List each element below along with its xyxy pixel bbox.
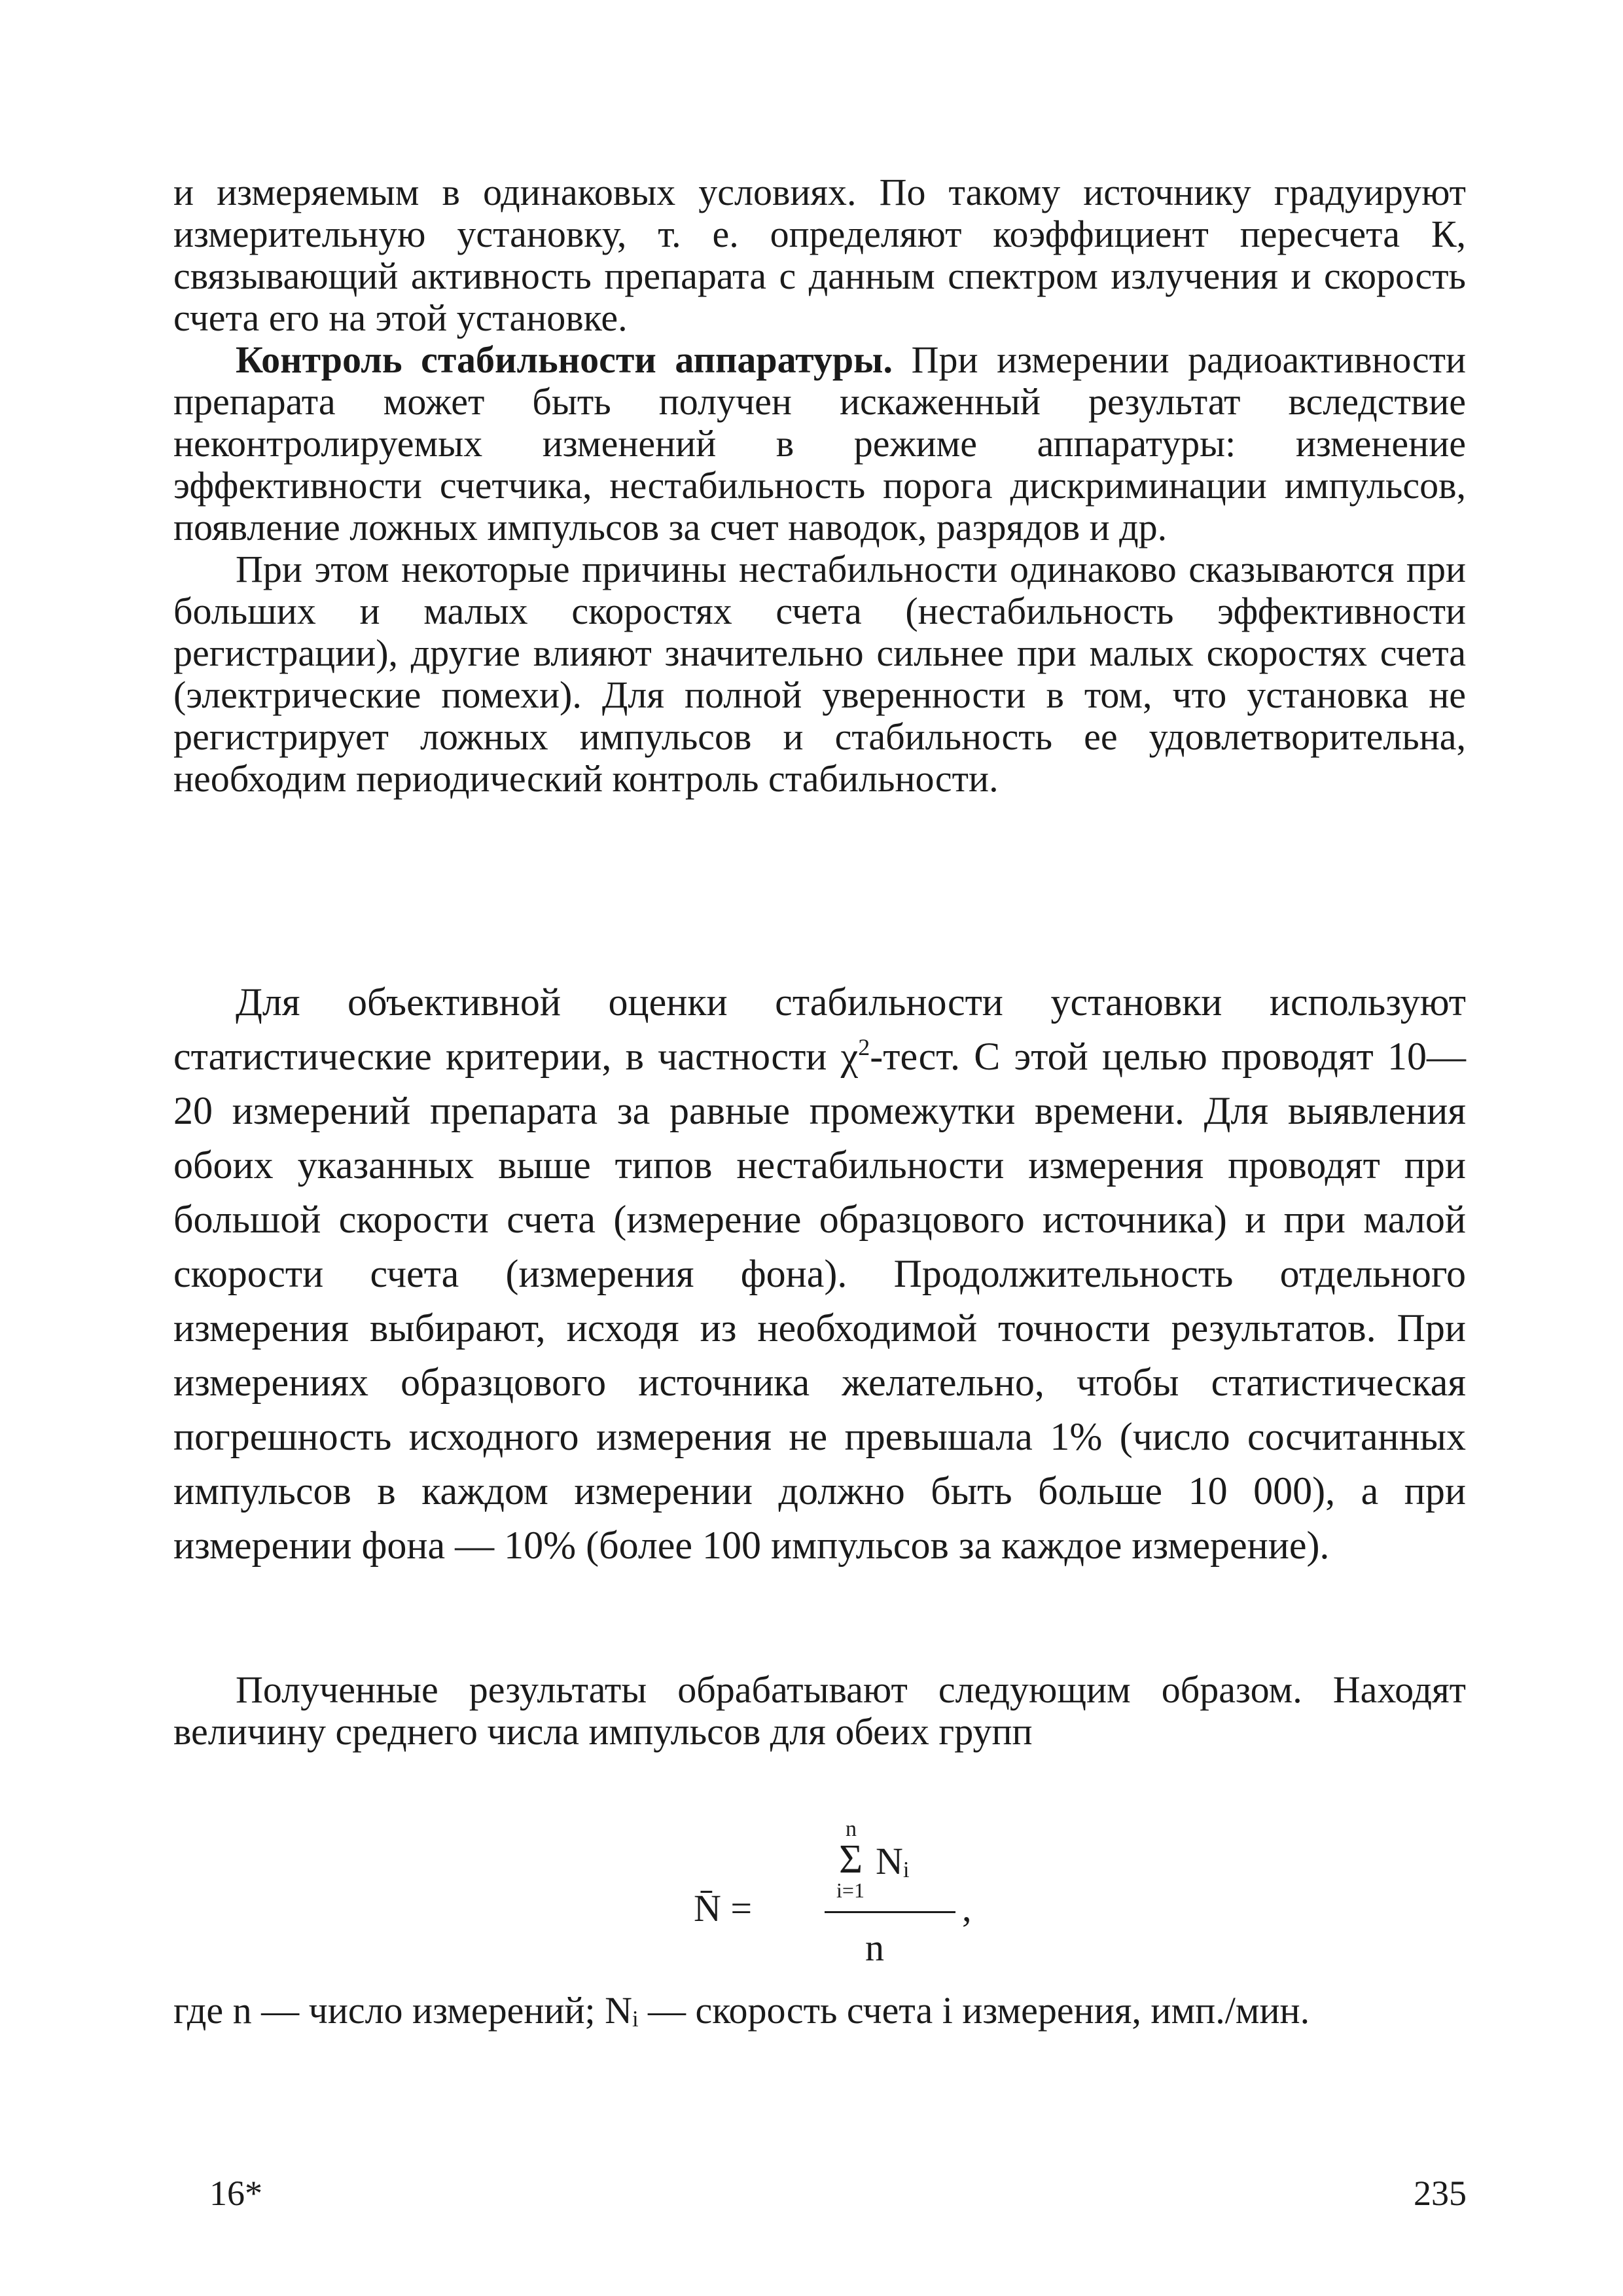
section-heading: Контроль стабильности аппаратуры. xyxy=(236,338,893,381)
sum-upper-limit: n xyxy=(846,1817,857,1841)
paragraph-where: где n — число измерений; Nᵢ — скорость счета i измерения, имп./мин. xyxy=(173,1989,1310,2032)
page-number: 235 xyxy=(1414,2174,1467,2213)
text-column-large xyxy=(173,975,1466,1573)
signature-mark: 16* xyxy=(209,2174,262,2213)
chi-text-a: Для объективной оценки стабильности установки используют статистические критерии, в частности χ xyxy=(173,980,1466,1078)
formula-comma: , xyxy=(962,1887,972,1929)
chi-text-b: -тест. С этой целью проводят 10—20 измерений препарата за равные промежутки времени. Для выявления обоих указанных выше типов нестабильности измерения проводят при большой скорости счета (измерение образцового источника) и при малой скорости счета (измерения фона). Продолжительность отдельного измерения выбирают, исходя из необходимой точности результатов. При измерениях образцового источника желательно, чтобы статистическая погрешность исходного измерения не превышала 1% (число сосчитанных импульсов в каждом измерении должно быть больше 10 000), а при измерении фона — 10% (более 100 импульсов за каждое измерение). xyxy=(173,1035,1466,1567)
chi-superscript: 2 xyxy=(858,1034,870,1060)
section-body: При измерении радиоактивности препарата может быть получен искаженный результат вследствие неконтролируемых изменений в режиме аппаратуры: изменение эффективности счетчика, нестабильность порога дискриминации импульсов, появление ложных импульсов за счет наводок, разрядов и др. xyxy=(173,338,1466,548)
paragraph-stability-control xyxy=(173,339,1466,548)
fraction-bar xyxy=(825,1911,955,1913)
text-column xyxy=(173,171,1466,800)
mean-formula xyxy=(694,1813,995,1983)
paragraph-results: Полученные результаты обрабатывают следующим образом. Находят величину среднего числа импульсов для обеих групп xyxy=(173,1668,1466,1753)
paragraph-calibration: и измеряемым в одинаковых условиях. По такому источнику градуируют измерительную установку, т. е. определяют коэффициент пересчета К, связывающий активность препарата с данным спектром излучения и скорость счета его на этой установке. xyxy=(173,171,1466,339)
sum-symbol: Σ xyxy=(839,1837,863,1882)
formula-lhs: N̄ = xyxy=(694,1887,753,1929)
paragraph-instability-causes: При этом некоторые причины нестабильности одинаково сказываются при больших и малых скоростях счета (нестабильность эффективности регистрации), другие влияют значительно сильнее при малых скоростях счета (электрические помехи). Для полной уверенности в том, что установка не регистрирует ложных импульсов и стабильность ее удовлетворительна, необходим периодический контроль стабильности. xyxy=(173,548,1466,800)
formula-denominator: n xyxy=(865,1926,884,1969)
sum-term: Nᵢ xyxy=(876,1840,910,1882)
sum-lower-limit: i=1 xyxy=(836,1878,865,1902)
text-column-results xyxy=(173,1669,1466,1753)
paragraph-chi-square xyxy=(173,975,1466,1573)
text-column-where xyxy=(173,1990,1466,2032)
